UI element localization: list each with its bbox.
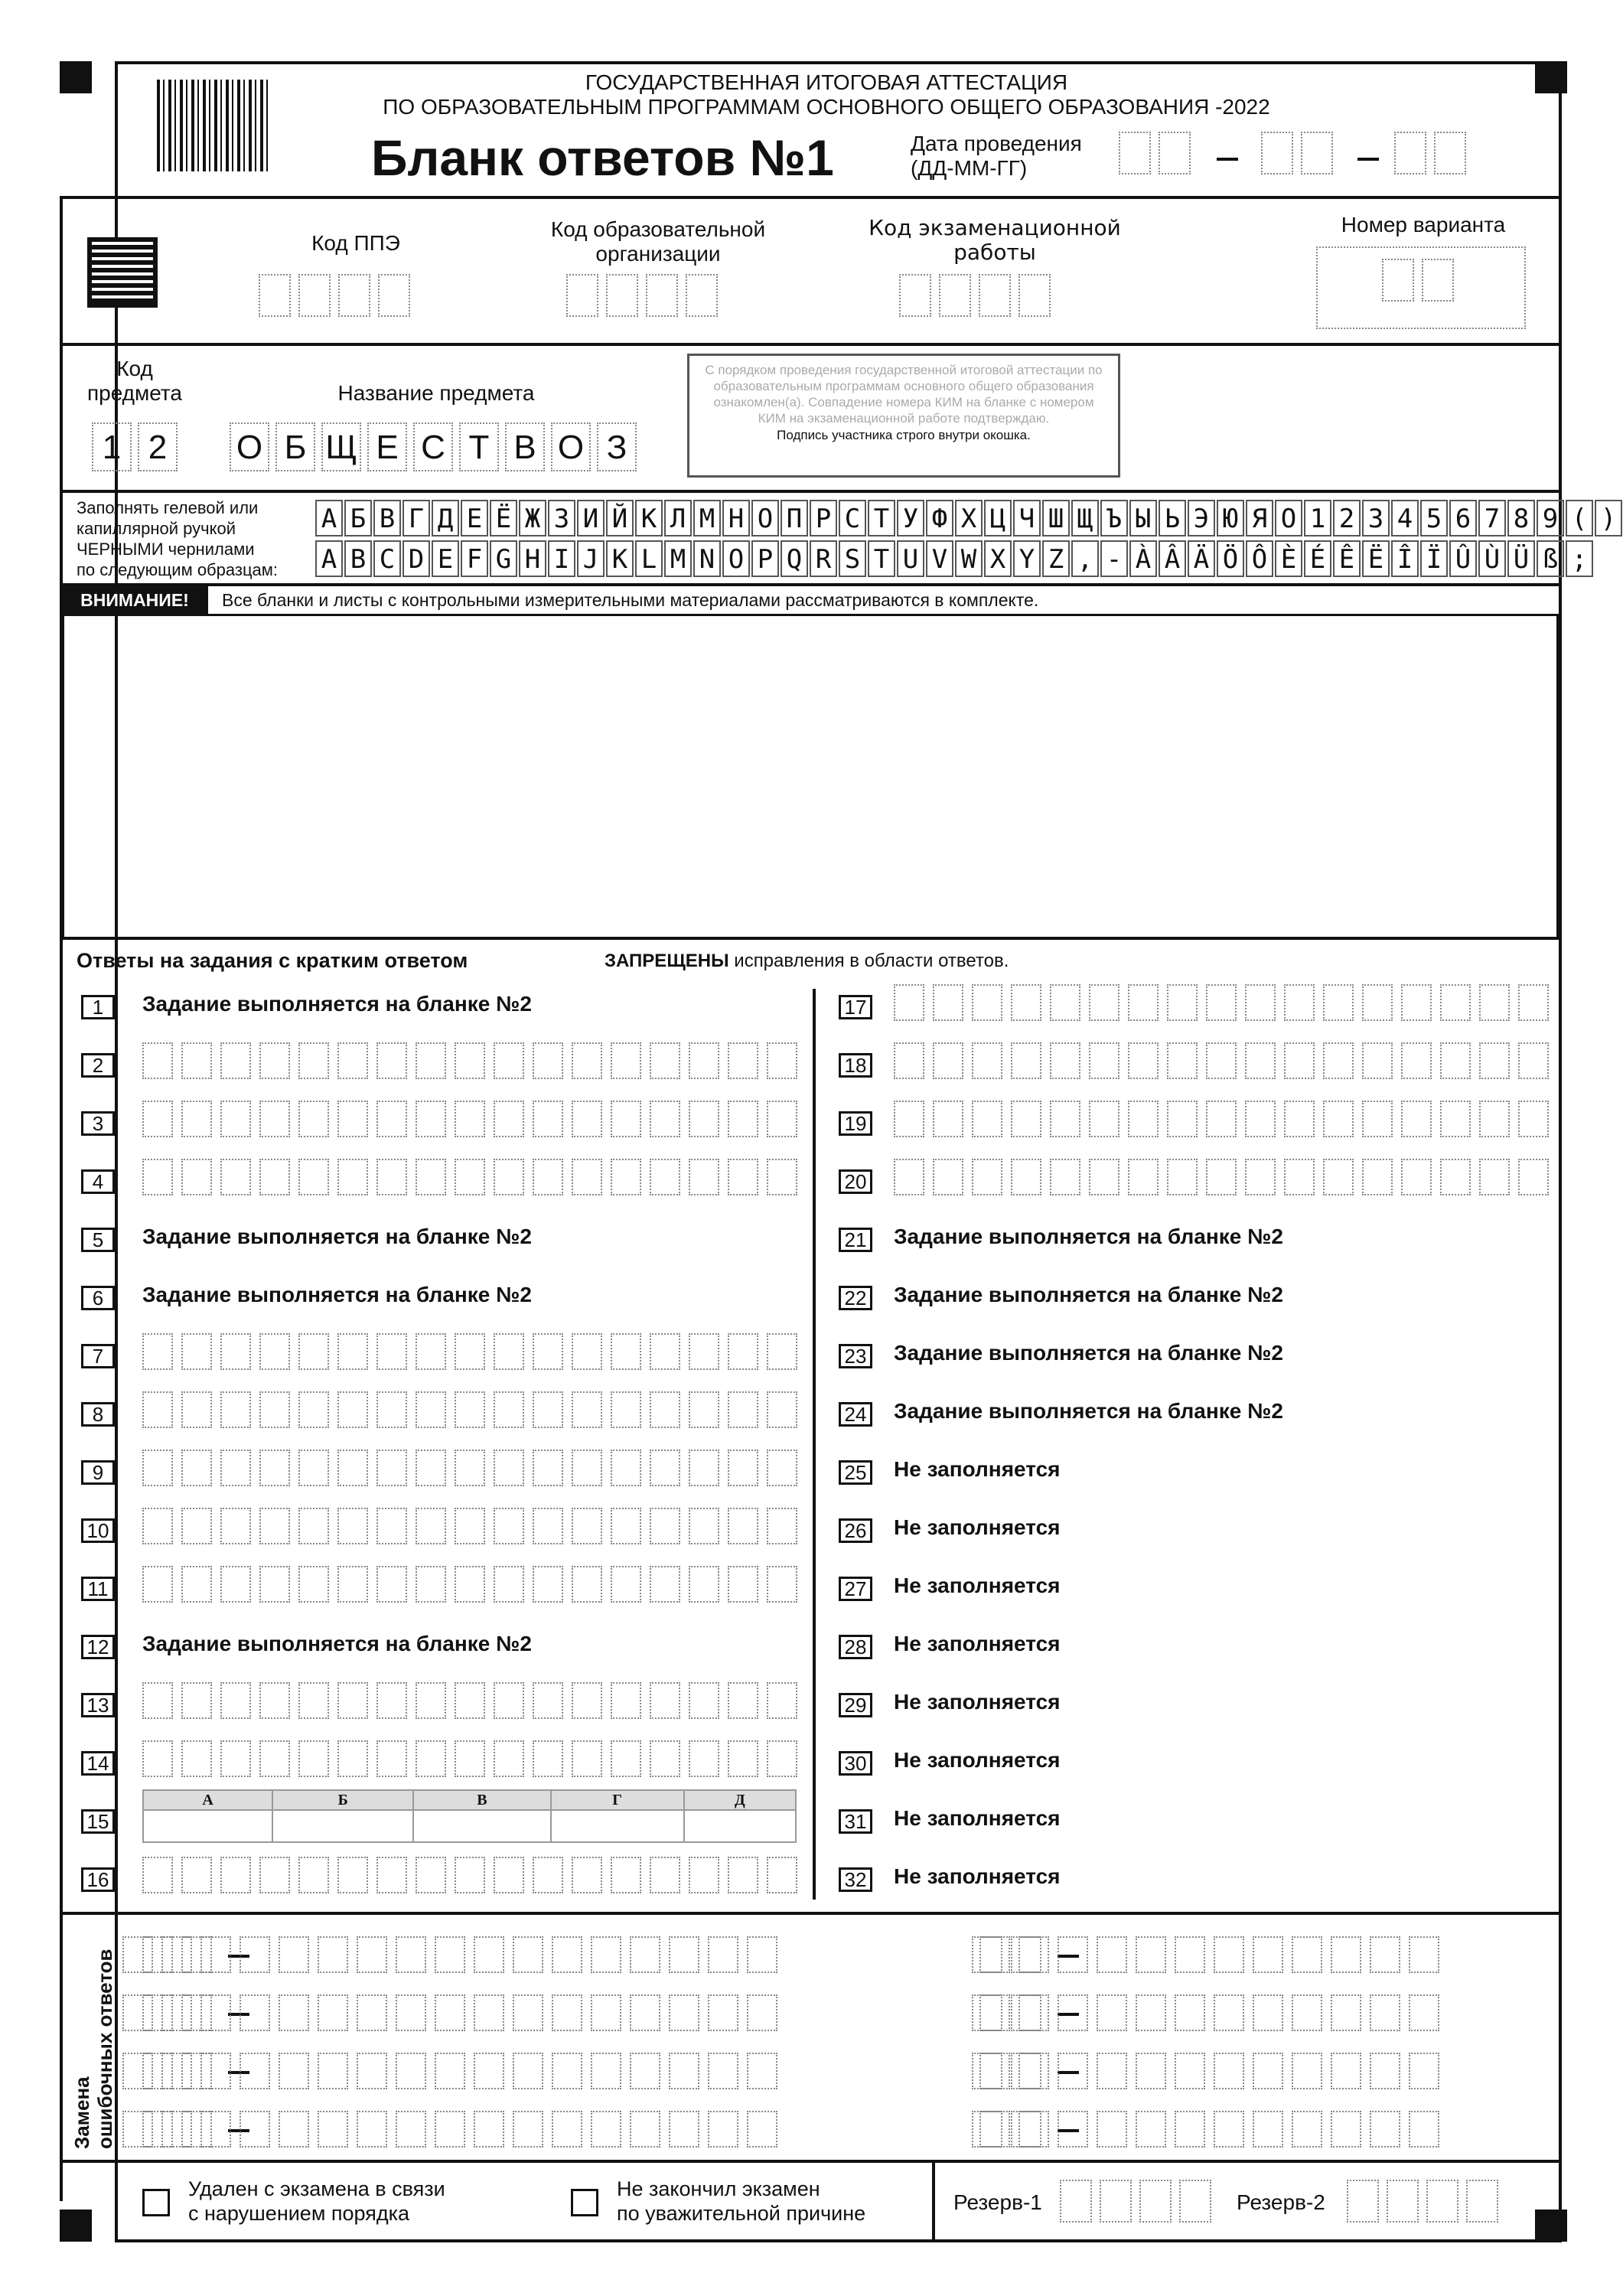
lat-glyph: ; — [1566, 540, 1593, 577]
task-note: Не заполняется — [894, 1864, 1061, 1888]
divider-answers — [60, 1912, 1560, 1915]
subject-name-char-3[interactable]: Щ — [321, 422, 361, 471]
ppe-code-label: Код ППЭ — [311, 231, 400, 255]
lat-glyph: B — [344, 540, 372, 577]
task-number: 20 — [839, 1169, 872, 1194]
cyr-glyph: Б — [344, 500, 372, 536]
removed-label — [188, 2177, 445, 2226]
answer-field[interactable] — [142, 1740, 806, 1777]
lat-glyph: A — [315, 540, 343, 577]
task-note: Задание выполняется на бланке №2 — [894, 1225, 1283, 1248]
lat-glyph: É — [1304, 540, 1331, 577]
lat-glyph: J — [577, 540, 605, 577]
lat-glyph: Â — [1159, 540, 1186, 577]
reserve2-label: Резерв-2 — [1237, 2190, 1325, 2214]
task-number: 8 — [81, 1402, 115, 1427]
org-code-label — [536, 217, 781, 266]
task-number: 26 — [839, 1518, 872, 1543]
lat-glyph: Ê — [1333, 540, 1361, 577]
cyr-glyph: 8 — [1507, 500, 1535, 536]
date-month-field[interactable] — [1261, 132, 1341, 174]
answer-field[interactable] — [142, 1159, 806, 1195]
table15-header: В — [414, 1791, 549, 1811]
lat-glyph: Y — [1013, 540, 1041, 577]
task-number: 18 — [839, 1053, 872, 1078]
cyr-glyph: Х — [955, 500, 983, 536]
subject-code-char-2[interactable]: 2 — [138, 422, 178, 471]
lat-glyph: V — [926, 540, 953, 577]
lat-glyph: À — [1129, 540, 1157, 577]
cyr-glyph: 6 — [1449, 500, 1477, 536]
lat-glyph: - — [1100, 540, 1128, 577]
cyr-glyph: Т — [868, 500, 895, 536]
lat-glyph: Ä — [1188, 540, 1215, 577]
answer-field[interactable] — [142, 1450, 806, 1486]
lat-glyph: P — [751, 540, 779, 577]
left-frame-extension — [60, 196, 121, 2201]
table15-header: Д — [685, 1791, 795, 1811]
sample-instruction — [77, 497, 278, 580]
cyr-glyph: ) — [1595, 500, 1622, 536]
lat-glyph: Ô — [1246, 540, 1273, 577]
lat-glyph: T — [868, 540, 895, 577]
date-year-field[interactable] — [1394, 132, 1474, 174]
subject-name-char-5[interactable]: С — [413, 422, 453, 471]
forbidden-bold: ЗАПРЕЩЕНЫ — [605, 951, 729, 971]
task-number: 4 — [81, 1169, 115, 1194]
reserve1-field[interactable] — [1060, 2180, 1219, 2223]
task-note: Не заполняется — [894, 1574, 1061, 1597]
lat-glyph: O — [722, 540, 750, 577]
replacement-answer-field[interactable] — [979, 1994, 1448, 2031]
cyr-glyph: Ж — [519, 500, 546, 536]
table15-column[interactable] — [685, 1791, 795, 1841]
removed-label-line-2: с нарушением порядка — [188, 2202, 410, 2225]
cyr-glyph: А — [315, 500, 343, 536]
warning-tag: ВНИМАНИЕ! — [61, 586, 208, 614]
task-number: 22 — [839, 1286, 872, 1310]
task-number: 30 — [839, 1751, 872, 1776]
task-note: Задание выполняется на бланке №2 — [894, 1399, 1283, 1423]
lat-glyph: M — [664, 540, 692, 577]
task-note: Не заполняется — [894, 1457, 1061, 1481]
task-number: 3 — [81, 1111, 115, 1136]
cyr-glyph: Й — [606, 500, 634, 536]
cyr-glyph: 9 — [1537, 500, 1564, 536]
work-code-label-line-2: работы — [953, 240, 1036, 265]
task-note: Задание выполняется на бланке №2 — [894, 1283, 1283, 1306]
subject-code-label-line-1: Код — [116, 357, 153, 380]
task-note: Не заполняется — [894, 1515, 1061, 1539]
cyr-glyph: И — [577, 500, 605, 536]
subject-code-char-1[interactable]: 1 — [92, 422, 132, 471]
lat-glyph: G — [490, 540, 517, 577]
lat-glyph: H — [519, 540, 546, 577]
work-code-label-line-1: Код экзаменационной — [869, 215, 1121, 240]
date-label-line-1: Дата проведения — [911, 132, 1082, 155]
lat-glyph: È — [1275, 540, 1302, 577]
task-number: 7 — [81, 1344, 115, 1368]
task-number: 28 — [839, 1635, 872, 1659]
header-line-2: ПО ОБРАЗОВАТЕЛЬНЫМ ПРОГРАММАМ ОСНОВНОГО ОБЩЕГО ОБРАЗОВАНИЯ -2022 — [383, 95, 1270, 119]
work-code-label — [849, 216, 1140, 265]
cyr-glyph: 2 — [1333, 500, 1361, 536]
cyr-glyph: ( — [1566, 500, 1593, 536]
answer-field[interactable] — [142, 1566, 806, 1603]
lat-glyph: Ü — [1507, 540, 1535, 577]
corner-mark-bottom-left — [60, 2210, 92, 2242]
table15-header: Г — [552, 1791, 683, 1811]
replacement-answer-field[interactable] — [979, 1936, 1448, 1973]
cyr-glyph: Д — [432, 500, 459, 536]
task-number: 13 — [81, 1693, 115, 1717]
cyr-glyph: П — [781, 500, 808, 536]
lat-glyph: Ë — [1362, 540, 1390, 577]
subject-code-label — [66, 357, 204, 406]
footer-divider — [932, 2160, 935, 2242]
subject-name-char-7[interactable]: В — [505, 422, 545, 471]
task-number: 27 — [839, 1577, 872, 1601]
divider-codes — [60, 343, 1560, 346]
warning-bar — [61, 586, 1559, 614]
cyr-glyph: О — [751, 500, 779, 536]
answer-field[interactable] — [894, 1159, 1557, 1195]
date-day-field[interactable] — [1119, 132, 1198, 174]
cyr-glyph: Г — [402, 500, 430, 536]
cyr-glyph: Н — [722, 500, 750, 536]
date-label-line-2: (ДД-ММ-ГГ) — [911, 156, 1028, 180]
cyr-glyph: О — [1275, 500, 1302, 536]
signature-box[interactable] — [687, 354, 1120, 478]
lat-glyph: ß — [1537, 540, 1564, 577]
org-code-field[interactable] — [566, 274, 725, 317]
subject-code-label-line-2: предмета — [86, 381, 182, 405]
answers-column-divider — [813, 989, 816, 1900]
replacement-answer-field[interactable] — [979, 2111, 1448, 2148]
not-finished-label — [617, 2177, 865, 2226]
answer-field[interactable] — [142, 1101, 806, 1137]
lat-glyph: U — [897, 540, 924, 577]
task-number: 23 — [839, 1344, 872, 1368]
barcode — [157, 80, 272, 171]
answer-field[interactable] — [142, 1042, 806, 1079]
lat-glyph: F — [461, 540, 488, 577]
answer-field[interactable] — [142, 1391, 806, 1428]
date-dash-2 — [1357, 158, 1379, 161]
qr-code — [92, 242, 153, 303]
table15-column[interactable] — [414, 1791, 551, 1841]
table15-column[interactable] — [273, 1791, 414, 1841]
task-number: 6 — [81, 1286, 115, 1310]
task-number: 21 — [839, 1228, 872, 1252]
cyr-glyph: Ф — [926, 500, 953, 536]
cyr-glyph: Ц — [984, 500, 1012, 536]
task-number: 14 — [81, 1751, 115, 1776]
answers-title: Ответы на задания с кратким ответом — [77, 949, 468, 972]
cyr-glyph: 1 — [1304, 500, 1331, 536]
cyr-glyph: Ч — [1013, 500, 1041, 536]
cyr-glyph: Ё — [490, 500, 517, 536]
task-note: Задание выполняется на бланке №2 — [142, 1632, 532, 1655]
cyr-glyph: Ю — [1217, 500, 1244, 536]
lat-glyph: R — [810, 540, 837, 577]
lat-glyph: Z — [1042, 540, 1070, 577]
org-code-label-line-2: организации — [595, 242, 721, 266]
lat-glyph: Q — [781, 540, 808, 577]
cyr-glyph: 7 — [1478, 500, 1506, 536]
cyr-glyph: Л — [664, 500, 692, 536]
task-note: Задание выполняется на бланке №2 — [142, 992, 532, 1016]
task-number: 10 — [81, 1518, 115, 1543]
cyr-glyph: С — [839, 500, 866, 536]
lat-glyph: Ï — [1420, 540, 1448, 577]
task-number: 12 — [81, 1635, 115, 1659]
lat-glyph: L — [635, 540, 663, 577]
cyr-glyph: Ъ — [1100, 500, 1128, 536]
subject-name-char-2[interactable]: Б — [275, 422, 315, 471]
cyr-glyph: Ы — [1129, 500, 1157, 536]
date-label — [911, 132, 1082, 181]
answer-field[interactable] — [142, 1857, 806, 1893]
task-number: 15 — [81, 1809, 115, 1834]
task-number: 5 — [81, 1228, 115, 1252]
header-line-1: ГОСУДАРСТВЕННАЯ ИТОГОВАЯ АТТЕСТАЦИЯ — [585, 70, 1068, 94]
cyr-glyph: К — [635, 500, 663, 536]
cyr-glyph: Ь — [1159, 500, 1186, 536]
task-number: 11 — [81, 1577, 115, 1601]
divider-replacement — [60, 2160, 1560, 2163]
lat-glyph: K — [606, 540, 634, 577]
subject-name-char-6[interactable]: Т — [459, 422, 499, 471]
answers-forbidden-note — [605, 951, 1009, 972]
task-note: Задание выполняется на бланке №2 — [142, 1225, 532, 1248]
table15-column[interactable] — [552, 1791, 685, 1841]
cyr-glyph: М — [693, 500, 721, 536]
task-number: 19 — [839, 1111, 872, 1136]
not-finished-label-line-1: Не закончил экзамен — [617, 2177, 820, 2200]
table15-header: Б — [273, 1791, 412, 1811]
cyr-glyph: З — [548, 500, 575, 536]
cyr-glyph: В — [373, 500, 401, 536]
task-note: Не заполняется — [894, 1632, 1061, 1655]
cyr-glyph: Ш — [1042, 500, 1070, 536]
answer-field[interactable] — [142, 1508, 806, 1544]
cyr-glyph: Щ — [1071, 500, 1099, 536]
answer-field[interactable] — [894, 984, 1557, 1021]
sample-instruction-line-4: по следующим образцам: — [77, 560, 279, 579]
lat-glyph: I — [548, 540, 575, 577]
subject-name-char-8[interactable]: О — [551, 422, 591, 471]
work-code-field[interactable] — [899, 274, 1058, 317]
date-dash-1 — [1217, 158, 1238, 161]
lat-glyph: Î — [1391, 540, 1419, 577]
not-finished-checkbox[interactable] — [571, 2189, 598, 2216]
lat-glyph: Ö — [1217, 540, 1244, 577]
replacement-label-line-1: Замена — [70, 2076, 93, 2149]
task-15-matching-table[interactable] — [142, 1789, 797, 1843]
lat-glyph: E — [432, 540, 459, 577]
task-number: 24 — [839, 1402, 872, 1427]
task-number: 2 — [81, 1053, 115, 1078]
task-number: 1 — [81, 995, 115, 1019]
subject-name-char-1[interactable]: О — [230, 422, 269, 471]
replacement-answer-field[interactable] — [979, 2053, 1448, 2089]
variant-field[interactable] — [1382, 259, 1462, 302]
not-finished-label-line-2: по уважительной причине — [617, 2202, 866, 2225]
task-number: 31 — [839, 1809, 872, 1834]
task-note: Задание выполняется на бланке №2 — [894, 1341, 1283, 1365]
replacement-answer-field[interactable] — [122, 2053, 786, 2089]
sample-glyphs-cyrillic — [315, 500, 1623, 536]
subject-name-label: Название предмета — [337, 381, 535, 405]
variant-label: Номер варианта — [1341, 213, 1506, 236]
task-note: Не заполняется — [894, 1806, 1061, 1830]
signature-notice: С порядком проведения государственной итоговой аттестации по образовательным программам основного общего образования ознакомлен(а). Совпадение номера КИМ на бланке с номером КИМ на экзаменационной работе подтверждаю. — [705, 363, 1103, 426]
cyr-glyph: Э — [1188, 500, 1215, 536]
sample-glyphs-latin — [315, 540, 1595, 577]
removed-label-line-1: Удален с экзамена в связи — [188, 2177, 445, 2200]
task-note: Не заполняется — [894, 1748, 1061, 1772]
table15-column[interactable] — [144, 1791, 273, 1841]
replacement-label-line-2: ошибочных ответов — [93, 1949, 116, 2149]
lat-glyph: C — [373, 540, 401, 577]
task-note: Задание выполняется на бланке №2 — [142, 1283, 532, 1306]
org-code-label-line-1: Код образовательной — [550, 217, 766, 241]
task-number: 17 — [839, 995, 872, 1019]
cyr-glyph: 3 — [1362, 500, 1390, 536]
ppe-code-field[interactable] — [259, 274, 418, 317]
forbidden-rest: исправления в области ответов. — [734, 951, 1009, 971]
answer-field[interactable] — [142, 1682, 806, 1719]
task-note: Не заполняется — [894, 1690, 1061, 1714]
lat-glyph: D — [402, 540, 430, 577]
answer-field[interactable] — [894, 1101, 1557, 1137]
cyr-glyph: Я — [1246, 500, 1273, 536]
task-number: 32 — [839, 1867, 872, 1892]
blank-area — [61, 616, 1559, 938]
lat-glyph: N — [693, 540, 721, 577]
replacement-label — [70, 1949, 116, 2150]
cyr-glyph: У — [897, 500, 924, 536]
replacement-answer-field[interactable] — [122, 2111, 786, 2148]
removed-checkbox[interactable] — [142, 2189, 170, 2216]
divider-header — [60, 196, 1560, 199]
divider-subject — [60, 490, 1560, 493]
lat-glyph: X — [984, 540, 1012, 577]
task-number: 9 — [81, 1460, 115, 1485]
lat-glyph: S — [839, 540, 866, 577]
answer-field[interactable] — [894, 1042, 1557, 1079]
subject-name-char-9[interactable]: З — [597, 422, 637, 471]
cyr-glyph: 4 — [1391, 500, 1419, 536]
cyr-glyph: Р — [810, 500, 837, 536]
corner-mark-top-left — [60, 61, 92, 93]
divider-blank-area — [60, 937, 1560, 940]
task-number: 29 — [839, 1693, 872, 1717]
lat-glyph: Û — [1449, 540, 1477, 577]
form-title: Бланк ответов №1 — [371, 129, 834, 186]
sample-instruction-line-2: капиллярной ручкой — [77, 519, 236, 538]
warning-text: Все бланки и листы с контрольными измерительными материалами рассматриваются в комплекте. — [222, 590, 1039, 610]
sample-instruction-line-3: ЧЕРНЫМИ чернилами — [77, 540, 255, 559]
lat-glyph: W — [955, 540, 983, 577]
subject-name-char-4[interactable]: Е — [367, 422, 407, 471]
reserve1-label: Резерв-1 — [953, 2190, 1042, 2214]
table15-header: А — [144, 1791, 272, 1811]
cyr-glyph: Е — [461, 500, 488, 536]
replacement-answer-field[interactable] — [122, 1994, 786, 2031]
lat-glyph: Ù — [1478, 540, 1506, 577]
task-number: 25 — [839, 1460, 872, 1485]
cyr-glyph: 5 — [1420, 500, 1448, 536]
signature-caption: Подпись участника строго внутри окошка. — [777, 428, 1031, 442]
reserve2-field[interactable] — [1347, 2180, 1506, 2223]
task-number: 16 — [81, 1867, 115, 1892]
replacement-answer-field[interactable] — [122, 1936, 786, 1973]
answer-field[interactable] — [142, 1333, 806, 1370]
lat-glyph: , — [1071, 540, 1099, 577]
sample-instruction-line-1: Заполнять гелевой или — [77, 498, 259, 517]
